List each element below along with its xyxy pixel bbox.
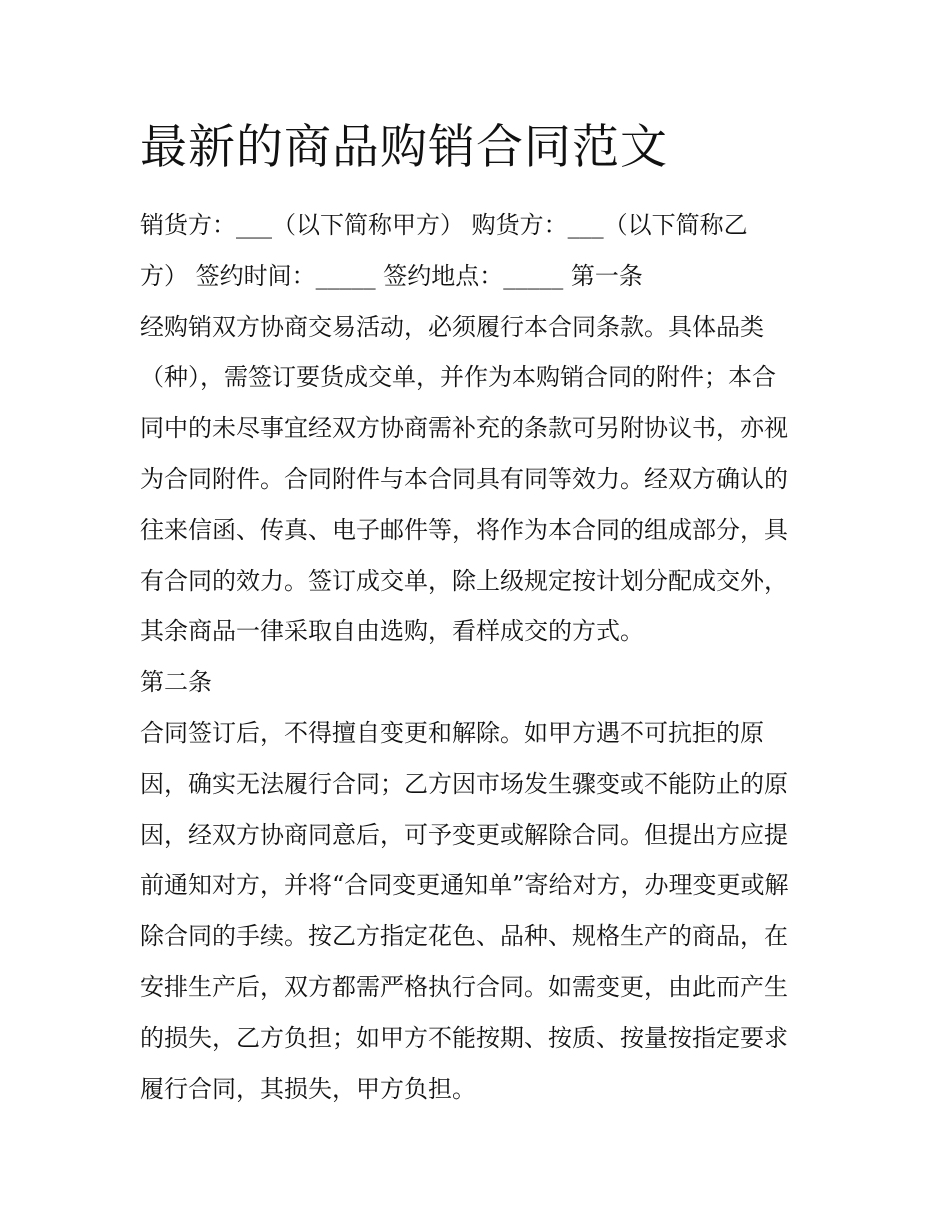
- section-heading: 第二条: [140, 668, 212, 697]
- text-line: 有合同的效力。签订成交单，除上级规定按计划分配成交外，: [140, 566, 788, 595]
- document-body: [140, 200, 816, 1114]
- text-line: 为合同附件。合同附件与本合同具有同等效力。经双方确认的: [140, 464, 788, 493]
- text-line: 其余商品一律采取自由选购，看样成交的方式。: [140, 617, 644, 646]
- text-line: 合同签订后，不得擅自变更和解除。如甲方遇不可抗拒的原: [140, 718, 764, 747]
- document-title: 最新的商品购销合同范文: [140, 120, 668, 175]
- text-line: （种），需签订要货成交单，并作为本购销合同的附件；本合: [140, 363, 776, 392]
- text-line: 销货方：___（以下简称甲方） 购货方：___（以下简称乙: [140, 211, 748, 239]
- text-line: 往来信函、传真、电子邮件等，将作为本合同的组成部分，具: [140, 515, 788, 544]
- text-line: 同中的未尽事宜经双方协商需补充的条款可另附协议书，亦视: [140, 414, 788, 443]
- text-line: 经购销双方协商交易活动，必须履行本合同条款。具体品类: [140, 312, 764, 341]
- text-line: 因，经双方协商同意后，可予变更或解除合同。但提出方应提: [140, 820, 788, 849]
- text-line: 履行合同，其损失，甲方负担。: [140, 1074, 476, 1103]
- text-line: 的损失，乙方负担；如甲方不能按期、按质、按量按指定要求: [140, 1023, 788, 1052]
- text-line: 前通知对方，并将“合同变更通知单”寄给对方，办理变更或解: [140, 871, 789, 900]
- text-line: 方） 签约时间：_____ 签约地点：_____ 第一条: [140, 261, 643, 290]
- text-line: 除合同的手续。按乙方指定花色、品种、规格生产的商品，在: [140, 922, 788, 951]
- text-line: 安排生产后，双方都需严格执行合同。如需变更，由此而产生: [140, 972, 788, 1001]
- text-line: 因，确实无法履行合同；乙方因市场发生骤变或不能防止的原: [140, 769, 788, 798]
